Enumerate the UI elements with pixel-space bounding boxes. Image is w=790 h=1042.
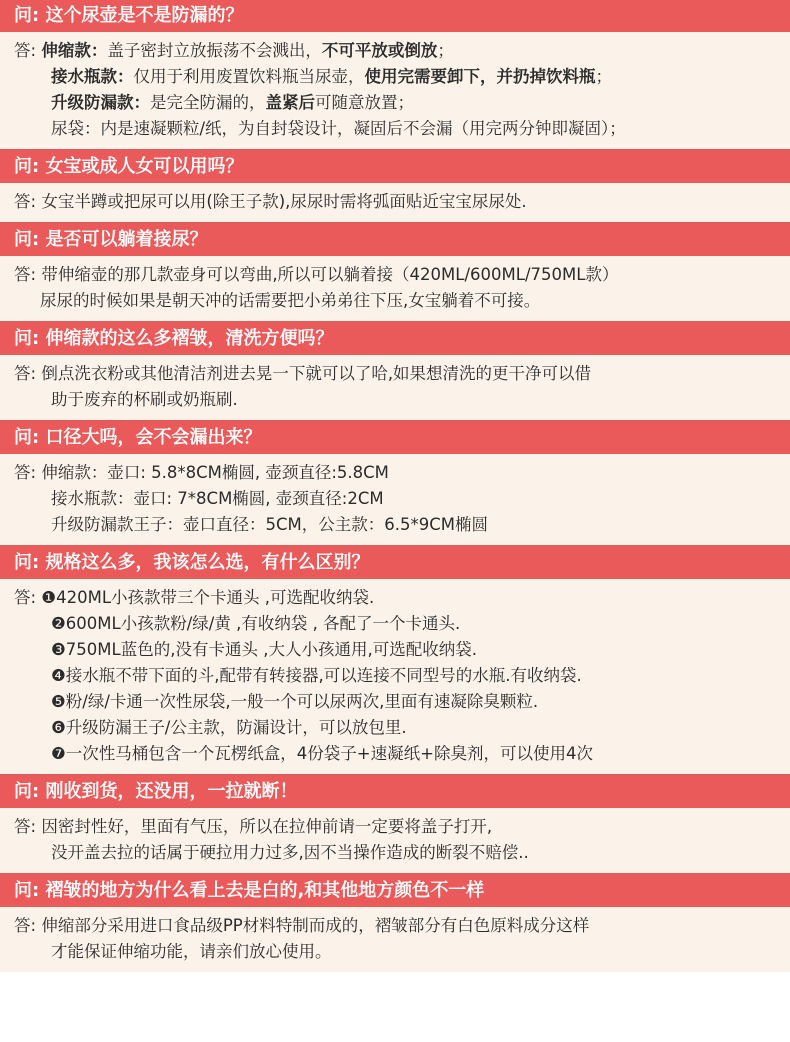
question-heading: 问: 规格这么多，我该怎么选，有什么区别？ [0, 547, 790, 579]
answer-text: 带伸缩壶的那几款壶身可以弯曲,所以可以躺着接（420ML/600ML/750ML款） [41, 265, 619, 284]
answer-bold: 接水瓶款： [51, 67, 134, 86]
answer-text: 接水瓶款：壶口: 7*8CM椭圆, 壶颈直径:2CM [51, 489, 384, 508]
question-heading: 问: 伸缩款的这么多褶皱，清洗方便吗？ [0, 323, 790, 355]
answer-line [14, 611, 784, 637]
answer-bold: 使用完需要卸下，并扔掉饮料瓶 [364, 67, 596, 86]
answer-prefix: 答: [14, 364, 42, 383]
question-heading: 问: 口径大吗，会不会漏出来？ [0, 422, 790, 454]
answer-bold: 伸缩款： [41, 41, 108, 60]
question-heading: 问: 刚收到货，还没用，一拉就断！ [0, 776, 790, 808]
faq-item [0, 875, 790, 972]
answer-line [14, 90, 784, 116]
answer-text: 仅用于利用废置饮料瓶当尿壶， [133, 67, 365, 86]
answer-line [14, 288, 784, 314]
answer-text: ❹接水瓶不带下面的斗,配带有转接器,可以连接不同型号的水瓶.有收纳袋. [51, 666, 582, 685]
answer-text: 女宝半蹲或把尿可以用(除王子款),尿尿时需将弧面贴近宝宝尿尿处. [41, 192, 527, 211]
answer-prefix: 答: [14, 588, 42, 607]
faq-item [0, 422, 790, 547]
answer-line [14, 741, 784, 767]
answer-text: ❷600ML小孩款粉/绿/黄 ,有收纳袋 , 各配了一个卡通头. [51, 614, 461, 633]
answer-line [14, 913, 784, 939]
answer-block [0, 183, 790, 222]
faq-item [0, 0, 790, 151]
answer-line [14, 663, 784, 689]
answer-line [14, 64, 784, 90]
answer-line [14, 486, 784, 512]
answer-text: ❸750ML蓝色的,没有卡通头 ,大人小孩通用,可选配收纳袋. [51, 640, 477, 659]
answer-bold: 盖紧后 [265, 93, 315, 112]
answer-text: 伸缩部分采用进口食品级PP材料特制而成的，褶皱部分有白色原料成分这样 [41, 916, 590, 935]
question-heading: 问: 这个尿壶是不是防漏的？ [0, 0, 790, 32]
answer-text: ❺粉/绿/卡通一次性尿袋,一般一个可以尿两次,里面有速凝除臭颗粒. [51, 692, 539, 711]
answer-bold: 不可平放或倒放 [321, 41, 438, 60]
answer-line [14, 939, 784, 965]
faq-item [0, 224, 790, 323]
answer-prefix: 答: [14, 192, 42, 211]
answer-line [14, 585, 784, 611]
answer-text: 尿袋：内是速凝颗粒/纸，为自封袋设计，凝固后不会漏（用完两分钟即凝固）； [51, 119, 626, 138]
answer-text: 才能保证伸缩功能，请亲们放心使用。 [51, 942, 332, 961]
answer-text: 因密封性好，里面有气压，所以在拉伸前请一定要将盖子打开, [41, 817, 493, 836]
question-heading: 问: 褶皱的地方为什么看上去是白的,和其他地方颜色不一样 [0, 875, 790, 907]
answer-text: 尿尿的时候如果是朝天冲的话需要把小弟弟往下压,女宝躺着不可接。 [40, 291, 541, 310]
answer-line [14, 387, 784, 413]
answer-text: 升级防漏款王子：壶口直径：5CM，公主款：6.5*9CM椭圆 [51, 515, 489, 534]
answer-text: 可随意放置； [315, 93, 414, 112]
answer-line [14, 689, 784, 715]
answer-text: 盖子密封立放振荡不会溅出， [107, 41, 322, 60]
answer-line [14, 116, 784, 142]
answer-text: ❻升级防漏王子/公主款，防漏设计，可以放包里. [51, 718, 407, 737]
faq-item [0, 323, 790, 422]
answer-prefix: 答: [14, 817, 42, 836]
answer-line [14, 715, 784, 741]
answer-text: 伸缩款：壶口: 5.8*8CM椭圆, 壶颈直径:5.8CM [41, 463, 389, 482]
answer-line [14, 637, 784, 663]
answer-line [14, 361, 784, 387]
answer-text: 是完全防漏的， [150, 93, 266, 112]
faq-item [0, 151, 790, 224]
question-heading: 问: 女宝或成人女可以用吗？ [0, 151, 790, 183]
answer-line [14, 460, 784, 486]
faq-item [0, 776, 790, 875]
faq-item [0, 547, 790, 776]
answer-text: ❼一次性马桶包含一个瓦楞纸盒，4份袋子+速凝纸+除臭剂，可以使用4次 [51, 744, 593, 763]
question-heading: 问: 是否可以躺着接尿？ [0, 224, 790, 256]
answer-line [14, 262, 784, 288]
answer-line [14, 840, 784, 866]
answer-block [0, 454, 790, 545]
answer-text: 助于废弃的杯刷或奶瓶刷. [51, 390, 238, 409]
answer-block [0, 256, 790, 321]
answer-line [14, 512, 784, 538]
answer-prefix: 答: [14, 916, 42, 935]
answer-block [0, 355, 790, 420]
answer-text: ❶420ML小孩款带三个卡通头 ,可选配收纳袋. [41, 588, 375, 607]
answer-prefix: 答: [14, 265, 42, 284]
answer-block [0, 579, 790, 774]
answer-text: ； [595, 67, 612, 86]
answer-text: 倒点洗衣粉或其他清洁剂进去晃一下就可以了哈,如果想清洗的更干净可以借 [41, 364, 592, 383]
answer-line [14, 189, 784, 215]
answer-prefix: 答: [14, 463, 42, 482]
answer-text: 没开盖去拉的话属于硬拉用力过多,因不当操作造成的断裂不赔偿.. [51, 843, 529, 862]
answer-prefix: 答: [14, 41, 42, 60]
answer-block [0, 32, 790, 149]
answer-line [14, 814, 784, 840]
answer-bold: 升级防漏款： [51, 93, 150, 112]
answer-block [0, 907, 790, 972]
answer-line [14, 38, 784, 64]
answer-text: ； [437, 41, 454, 60]
answer-block [0, 808, 790, 873]
